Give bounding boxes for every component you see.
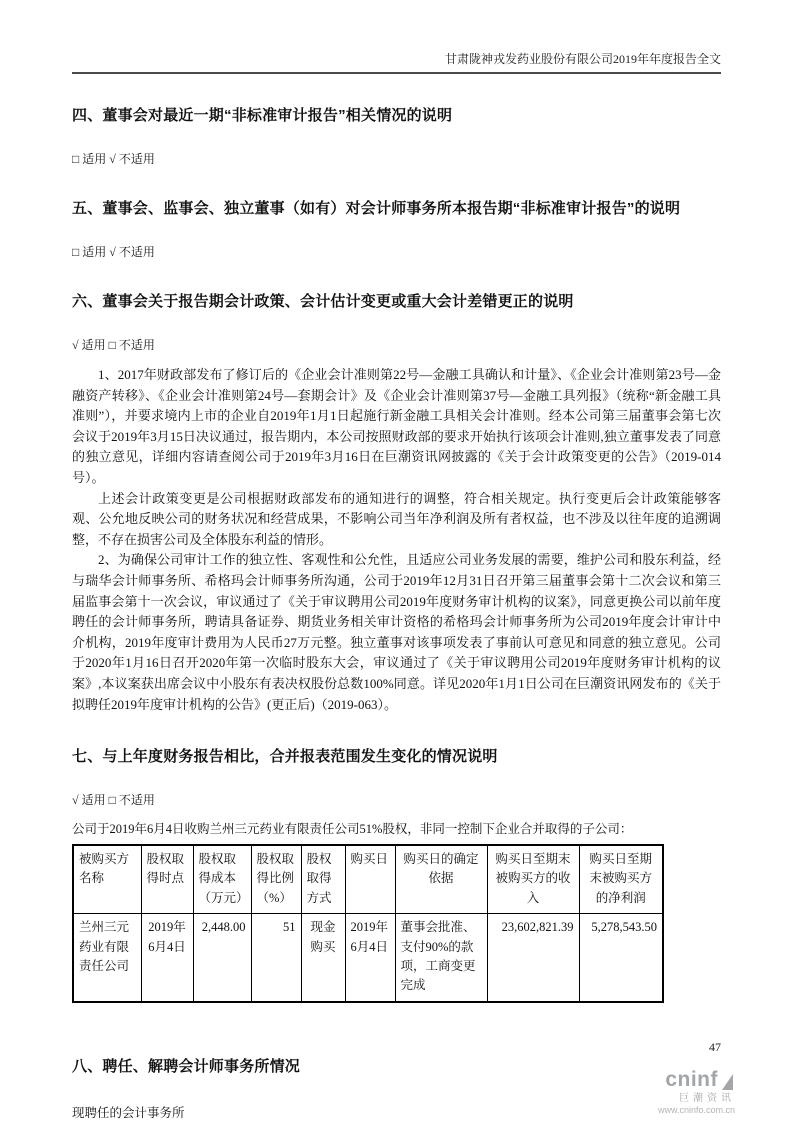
cninfo-logo-chinese: 巨潮资讯 xyxy=(679,1093,735,1105)
report-header-title: 甘肃陇神戎发药业股份有限公司2019年年度报告全文 xyxy=(72,50,721,74)
section6-applicability: √ 适用 □ 不适用 xyxy=(72,338,155,352)
paragraph: 上述会计政策变更是公司根据财政部发布的通知进行的调整，符合相关规定。执行变更后会计政策能够客观、公允地反映公司的财务状况和经营成果，不影响公司当年净利润及所有者权益，也不涉及以往年度的追溯调整，不存在损害公司及全体股东利益的情形。 xyxy=(72,490,721,547)
section7-applicability: √ 适用 □ 不适用 xyxy=(72,793,155,808)
table-cell-method: 现金购买 xyxy=(301,914,345,1002)
table-cell-cost: 2,448.00 xyxy=(193,914,251,1002)
cninfo-logo xyxy=(641,1068,735,1116)
table-cell-revenue: 23,602,821.39 xyxy=(487,914,579,1002)
table-cell-net-profit: 5,278,543.50 xyxy=(579,914,663,1002)
table-header-cell: 购买日至期末被购买方的收入 xyxy=(487,845,579,914)
paragraph: 2、为确保公司审计工作的独立性、客观性和公允性，且适应公司业务发展的需要，维护公司和股东利益，经与瑞华会计师事务所、希格玛会计师事务所沟通，公司于2019年12月31日召开第三届董事会第十二次会议和第三届监事会第十一次会议，审议通过了《关于审议聘用公司2019年度财务审计机构的议案》，同意更换公司以前年度聘任的会计师事务所，聘请具备证券、期货业务相关审计资格的希格玛会计师事务所为公司2019年度会计审计中介机构，2019年度审计费用为人民币27万元整。独立董事对该事项发表了事前认可意见和同意的独立意见。公司于2020年1月16日召开2020年第一次临时股东大会，审议通过了《关于审议聘用公司2019年度财务审计机构的议案》,本议案获出席会议中小股东有表决权股份总数100%同意。详见2020年1月1日公司在巨潮资讯网发布的《关于拟聘任2019年度审计机构的公告》(更正后)（2019-063）。 xyxy=(72,552,721,712)
cninfo-logo-text: cninf xyxy=(665,1068,718,1091)
acquisition-table xyxy=(72,844,664,1003)
table-header-cell: 被购买方名称 xyxy=(73,845,141,914)
section5-applicability: □ 适用 √ 不适用 xyxy=(72,245,155,259)
table-header-row xyxy=(73,845,663,914)
table-cell-ratio: 51 xyxy=(251,914,301,1002)
page-number: 47 xyxy=(709,1040,721,1054)
table-header-cell: 购买日至期末被购买方的净利润 xyxy=(579,845,663,914)
table-cell-acquiree-name: 兰州三元药业有限责任公司 xyxy=(73,914,141,1002)
section6-body xyxy=(72,365,721,715)
table-header-cell: 股权取得比例（%） xyxy=(251,845,301,914)
section6-heading: 六、董事会关于报告期会计政策、会计估计变更或重大会计差错更正的说明 xyxy=(72,293,574,310)
cninfo-logo-icon xyxy=(720,1072,735,1091)
section4-heading: 四、董事会对最近一期“非标准审计报告”相关情况的说明 xyxy=(72,107,453,124)
table-header-cell: 股权取得成本（万元） xyxy=(193,845,251,914)
section4-applicability: □ 适用 √ 不适用 xyxy=(72,152,155,166)
cninfo-logo-wordmark xyxy=(641,1068,735,1091)
table-header-cell: 股权取得方式 xyxy=(301,845,345,914)
section8-heading: 八、聘任、解聘会计师事务所情况 xyxy=(72,1057,301,1075)
table-header-cell: 股权取得时点 xyxy=(141,845,193,914)
paragraph: 1、2017年财政部发布了修订后的《企业会计准则第22号—金融工具确认和计量》、《企业会计准则第23号—金融资产转移》、《企业会计准则第24号—套期会计》及《企业会计准则第37号—金融工具列报》（统称“新金融工具准则”），并要求境内上市的企业自2019年1月1日起施行新金融工具相关会计准则。经本公司第三届董事会第七次会议于2019年3月15日决议通过，报告期内，本公司按照财政部的要求开始执行该项会计准则,独立董事发表了同意的独立意见，详细内容请查阅公司于2019年3月16日在巨潮资讯网披露的《关于会计政策变更的公告》（2019-014号）。 xyxy=(72,367,721,485)
table-row xyxy=(73,914,663,1002)
table-header-cell: 购买日的确定依据 xyxy=(395,845,487,914)
section5-heading: 五、董事会、监事会、独立董事（如有）对会计师事务所本报告期“非标准审计报告”的说明 xyxy=(72,200,681,217)
acquisition-table-intro: 公司于2019年6月4日收购兰州三元药业有限责任公司51%股权，非同一控制下企业合并取得的子公司： xyxy=(72,822,633,837)
section8-subtext: 现聘任的会计事务所 xyxy=(72,1105,185,1120)
section7-heading: 七、与上年度财务报告相比，合并报表范围发生变化的情况说明 xyxy=(72,748,498,766)
table-cell-equity-date: 2019年6月4日 xyxy=(141,914,193,1002)
table-cell-basis: 董事会批准、支付90%的款项，工商变更完成 xyxy=(395,914,487,1002)
cninfo-logo-url: www.cninfo.com.cn xyxy=(657,1105,735,1116)
table-header-cell: 购买日 xyxy=(345,845,395,914)
table-cell-purchase-date: 2019年6月4日 xyxy=(345,914,395,1002)
